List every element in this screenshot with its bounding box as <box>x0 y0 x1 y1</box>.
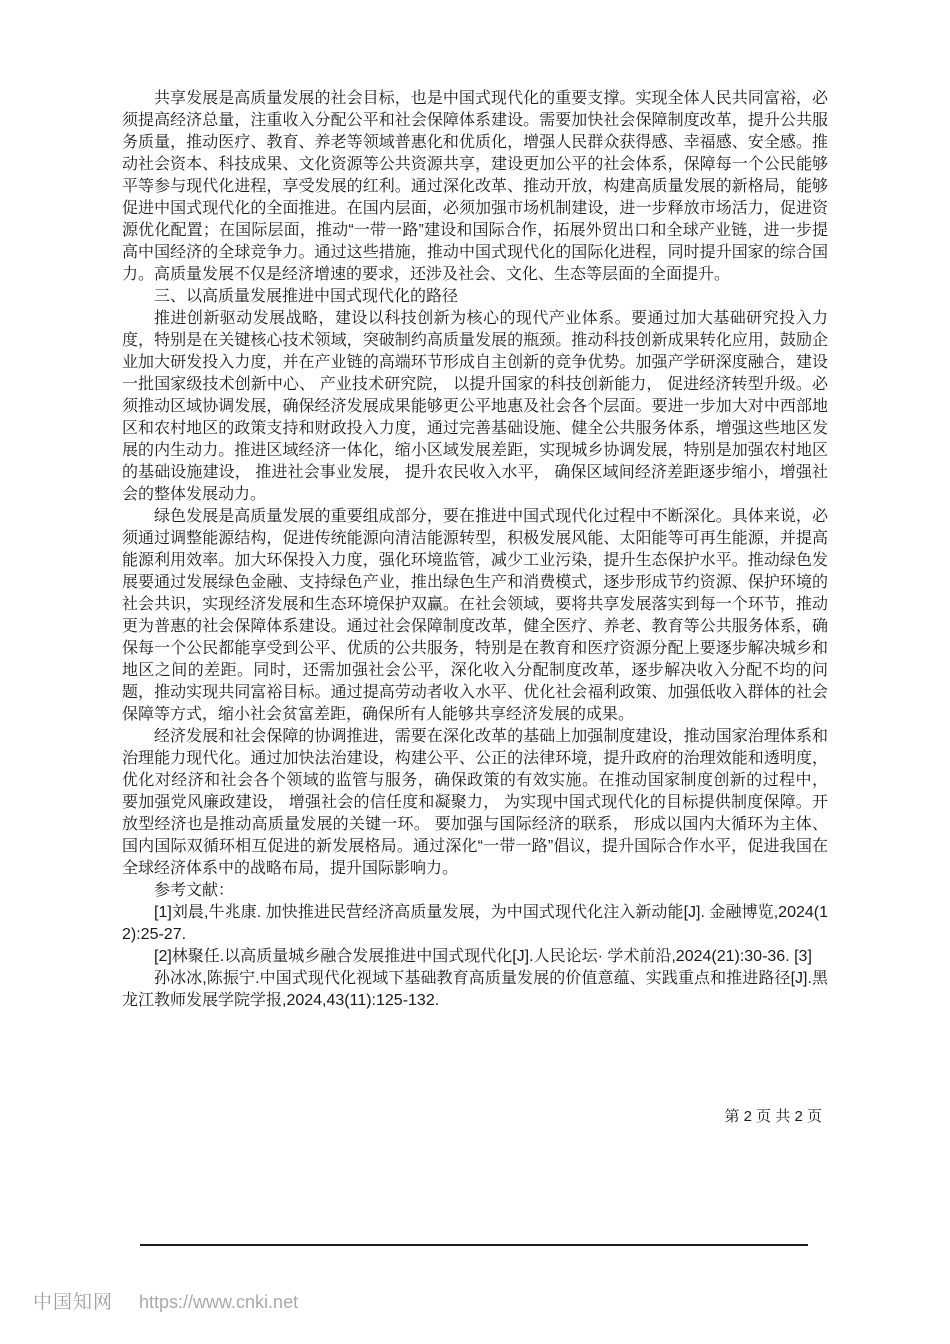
reference-item-2: [2]林聚任.以高质量城乡融合发展推进中国式现代化[J].人民论坛· 学术前沿,2024(21):30-36. [3] <box>154 948 812 965</box>
paragraph-green-development: 绿色发展是高质量发展的重要组成部分，要在推进中国式现代化过程中不断深化。具体来说，必须通过调整能源结构，促进传统能源向清洁能源转型，积极发展风能、太阳能等可再生能源，并提高能源利用效率。加大环保投入力度，强化环境监管，减少工业污染，提升生态保护水平。推动绿色发展要通过发展绿色金融、支持绿色产业，推出绿色生产和消费模式，逐步形成节约资源、保护环境的社会共识，实现经济发展和生态环境保护双赢。在社会领域，要将共享发展落实到每一个环节，推动更为普惠的社会保障体系建设。通过社会保障制度改革，健全医疗、养老、教育等公共服务体系，确保每一个公民都能享受到公平、优质的公共服务，特别是在教育和医疗资源分配上要逐步解决城乡和地区之间的差距。同时，还需加强社会公平，深化收入分配制度改革，逐步解决收入分配不均的问题，推动实现共同富裕目标。通过提高劳动者收入水平、优化社会福利政策、加强低收入群体的社会保障等方式，缩小社会贫富差距，确保所有人能够共享经济发展的成果。 <box>122 508 828 723</box>
paragraph-governance-open-economy: 经济发展和社会保障的协调推进，需要在深化改革的基础上加强制度建设，推动国家治理体系和治理能力现代化。通过加快法治建设，构建公平、公正的法律环境，提升政府的治理效能和透明度，优化对经济和社会各个领域的监管与服务，确保政策的有效实施。在推动国家制度创新的过程中， 要加强党风廉政建设， 增强社会的信任度和凝聚力， 为实现中国式现代化的目标提供制度保障。开放型经济也是推动高质量发展的关键一环。 要加强与国际经济的联系， 形成以国内大循环为主体、国内国际双循环相互促进的新发展格局。通过深化“一带一路”倡议，提升国际合作水平，促进我国在全球经济体系中的战略布局，提升国际影响力。 <box>122 728 828 877</box>
article-body <box>122 88 828 1012</box>
footer-divider-line <box>140 1244 808 1246</box>
page-number: 第 2 页 共 2 页 <box>724 1108 822 1125</box>
cnki-brand-text: 中国知网 <box>33 1292 114 1313</box>
cnki-watermark <box>33 1287 298 1314</box>
paragraph-shared-development: 共享发展是高质量发展的社会目标，也是中国式现代化的重要支撑。实现全体人民共同富裕，必须提高经济总量，注重收入分配公平和社会保障体系建设。需要加快社会保障制度改革，提升公共服务质量，推动医疗、教育、养老等领域普惠化和优质化，增强人民群众获得感、幸福感、安全感。推动社会资本、科技成果、文化资源等公共资源共享，建设更加公平的社会体系，保障每一个公民能够平等参与现代化进程，享受发展的红利。通过深化改革、推动开放，构建高质量发展的新格局，能够促进中国式现代化的全面推进。在国内层面，必须加强市场机制建设，进一步释放市场活力，促进资源优化配置；在国际层面，推动“一带一路”建设和国际合作，拓展外贸出口和全球产业链，进一步提高中国经济的全球竞争力。通过这些措施，推动中国式现代化的国际化进程，同时提升国家的综合国力。高质量发展不仅是经济增速的要求，还涉及社会、文化、生态等层面的全面提升。 <box>122 90 828 283</box>
references-heading: 参考文献： <box>154 882 235 899</box>
reference-item-3: 孙冰冰,陈振宁.中国式现代化视域下基础教育高质量发展的价值意蕴、实践重点和推进路径[J].黑龙江教师发展学院学报,2024,43(11):125-132. <box>122 970 828 1009</box>
reference-item-1: [1]刘晨,牛兆康. 加快推进民营经济高质量发展，为中国式现代化注入新动能[J]. 金融博览,2024(12):25-27. <box>122 904 828 943</box>
cnki-url-text: https://www.cnki.net <box>139 1292 299 1312</box>
section-heading: 三、以高质量发展推进中国式现代化的路径 <box>154 288 459 305</box>
paragraph-innovation-driven: 推进创新驱动发展战略，建设以科技创新为核心的现代产业体系。要通过加大基础研究投入力度，特别是在关键核心技术领域，突破制约高质量发展的瓶颈。推动科技创新成果转化应用，鼓励企业加大研发投入力度，并在产业链的高端环节形成自主创新的竞争优势。加强产学研深度融合，建设一批国家级技术创新中心、 产业技术研究院， 以提升国家的科技创新能力， 促进经济转型升级。必须推动区域协调发展，确保经济发展成果能够更公平地惠及社会各个层面。要进一步加大对中西部地区和农村地区的政策支持和财政投入力度，通过完善基础设施、健全公共服务体系，增强这些地区发展的内生动力。推进区域经济一体化，缩小区域发展差距，实现城乡协调发展，特别是加强农村地区的基础设施建设， 推进社会事业发展， 提升农民收入水平， 确保区域间经济差距逐步缩小，增强社会的整体发展动力。 <box>122 310 828 503</box>
